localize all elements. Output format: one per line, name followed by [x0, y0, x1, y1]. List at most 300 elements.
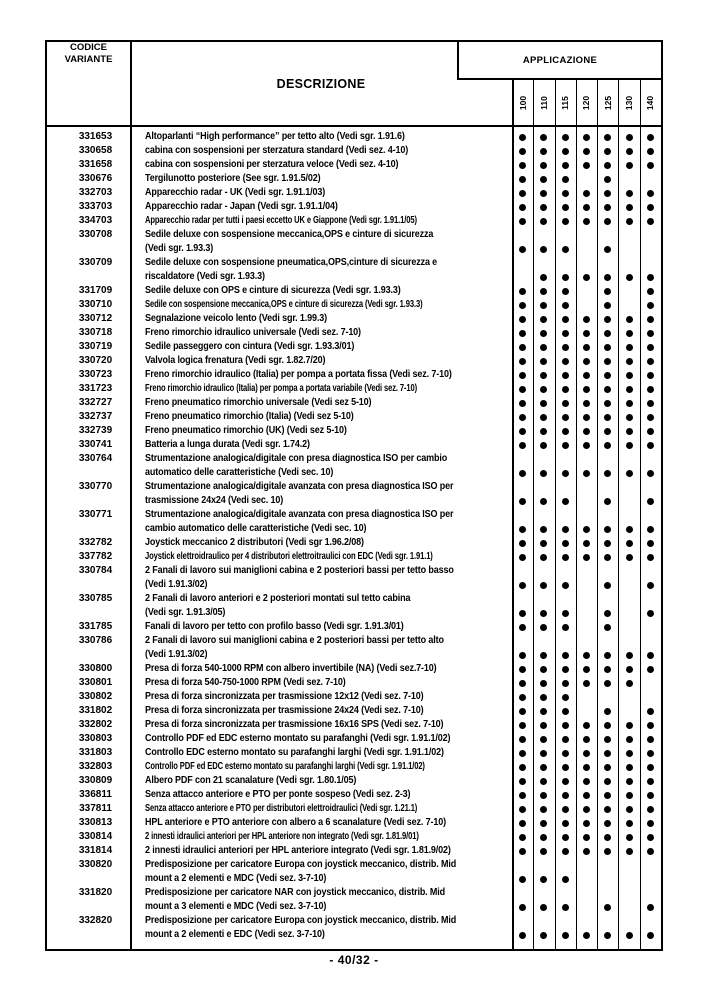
applicable-dot — [562, 358, 569, 365]
row-description — [130, 816, 512, 830]
row-dots — [512, 886, 661, 914]
applicability-cell — [618, 732, 639, 746]
applicability-cell — [618, 648, 639, 662]
table-row — [47, 382, 661, 396]
row-description — [130, 256, 512, 284]
row-description — [130, 438, 512, 452]
description-line: Freno rimorchio idraulico (Italia) per pompa a portata variabile (Vedi sez. 7-10) — [145, 383, 418, 394]
applicable-dot — [626, 554, 633, 561]
applicable-dot — [626, 834, 633, 841]
applicability-cell — [640, 172, 661, 186]
applicability-cell — [618, 438, 639, 452]
applicability-cell — [618, 550, 639, 564]
applicability-cell — [618, 326, 639, 340]
applicable-dot — [647, 666, 654, 673]
applicability-cell — [618, 158, 639, 172]
applicable-dot — [647, 330, 654, 337]
description-line: Segnalazione veicolo lento (Vedi sgr. 1.99.3) — [145, 313, 327, 324]
applicability-cell — [640, 788, 661, 802]
applicability-cell — [533, 298, 554, 312]
row-description — [130, 354, 512, 368]
applicable-dot — [562, 274, 569, 281]
applicable-dot — [562, 764, 569, 771]
applicability-cell — [640, 270, 661, 284]
applicability-cell — [555, 648, 576, 662]
applicability-cell — [618, 928, 639, 942]
variant-code: 331803 — [78, 747, 113, 758]
applicable-dot — [604, 778, 611, 785]
applicable-dot — [626, 134, 633, 141]
applicability-cell — [640, 746, 661, 760]
applicable-dot — [647, 372, 654, 379]
applicable-dot — [519, 204, 526, 211]
applicable-dot — [540, 148, 547, 155]
applicability-cell — [597, 438, 618, 452]
row-dots — [512, 298, 661, 312]
applicable-dot — [540, 330, 547, 337]
description-line: Apparecchio radar - UK (Vedi sgr. 1.91.1/03) — [145, 187, 326, 198]
row-dots — [512, 144, 661, 158]
applicable-dot — [540, 694, 547, 701]
row-dots — [512, 438, 661, 452]
applicable-dot — [540, 400, 547, 407]
applicability-cell — [533, 774, 554, 788]
applicability-cell — [640, 312, 661, 326]
applicable-dot — [647, 750, 654, 757]
table-row — [47, 298, 661, 312]
applicable-dot — [540, 932, 547, 939]
applicability-cell — [597, 662, 618, 676]
applicability-cell — [618, 662, 639, 676]
applicable-dot — [604, 764, 611, 771]
applicable-dot — [604, 610, 611, 617]
row-dots — [512, 340, 661, 354]
applicability-cell — [640, 144, 661, 158]
model-label: 110 — [538, 95, 549, 110]
applicable-dot — [562, 624, 569, 631]
applicability-cell — [597, 200, 618, 214]
variant-code: 331814 — [78, 845, 113, 856]
applicable-dot — [604, 302, 611, 309]
applicability-cell — [576, 298, 597, 312]
applicability-cell — [555, 802, 576, 816]
applicability-cell — [618, 354, 639, 368]
applicable-dot — [626, 764, 633, 771]
applicability-cell — [555, 900, 576, 914]
variant-code: 332739 — [78, 425, 113, 436]
row-description — [130, 662, 512, 676]
applicability-cell — [597, 340, 618, 354]
applicability-cell — [555, 928, 576, 942]
applicability-cell — [533, 872, 554, 886]
applicable-dot — [583, 204, 590, 211]
applicability-cell — [533, 690, 554, 704]
applicable-dot — [540, 848, 547, 855]
applicable-dot — [604, 820, 611, 827]
applicability-cell — [512, 844, 533, 858]
applicability-cell — [512, 900, 533, 914]
applicable-dot — [647, 134, 654, 141]
row-dots — [512, 172, 661, 186]
applicable-dot — [519, 400, 526, 407]
variant-code: 330786 — [78, 635, 113, 646]
applicable-dot — [626, 680, 633, 687]
row-dots — [512, 214, 661, 228]
applicable-dot — [519, 750, 526, 757]
row-description — [130, 200, 512, 214]
applicable-dot — [604, 750, 611, 757]
applicability-cell — [555, 438, 576, 452]
row-dots — [512, 774, 661, 788]
variant-code: 331658 — [78, 159, 113, 170]
applicability-cell — [555, 704, 576, 718]
applicable-dot — [604, 470, 611, 477]
applicability-cell — [618, 242, 639, 256]
row-description — [130, 186, 512, 200]
description-line: Albero PDF con 21 scanalature (Vedi sgr. 1.80.1/05) — [145, 775, 357, 786]
applicability-cell — [618, 872, 639, 886]
applicability-cell — [640, 844, 661, 858]
applicable-dot — [583, 190, 590, 197]
variant-code: 330719 — [78, 341, 113, 352]
table-row — [47, 354, 661, 368]
description-line: Fanali di lavoro per tetto con profilo basso (Vedi sgr. 1.91.3/01) — [145, 621, 404, 632]
applicable-dot — [540, 722, 547, 729]
applicable-dot — [626, 386, 633, 393]
applicable-dot — [540, 764, 547, 771]
model-column-header-130 — [618, 80, 639, 125]
applicability-cell — [512, 424, 533, 438]
table-row — [47, 424, 661, 438]
applicable-dot — [519, 372, 526, 379]
applicability-cell — [555, 718, 576, 732]
description-line: Sedile deluxe con sospensione pneumatica,OPS,cinture di sicurezza e — [145, 257, 438, 268]
applicability-cell — [555, 872, 576, 886]
applicability-cell — [576, 900, 597, 914]
row-dots — [512, 564, 661, 592]
applicable-dot — [604, 624, 611, 631]
applicability-cell — [576, 424, 597, 438]
row-dots — [512, 690, 661, 704]
applicability-cell — [576, 368, 597, 382]
variant-code: 330710 — [78, 299, 113, 310]
table-row — [47, 326, 661, 340]
variant-code: 330764 — [78, 453, 113, 464]
row-dots — [512, 858, 661, 886]
applicability-cell — [555, 396, 576, 410]
applicability-cell — [555, 382, 576, 396]
table-row — [47, 368, 661, 382]
variant-code: 332703 — [78, 187, 113, 198]
variant-code: 330784 — [78, 565, 113, 576]
applicability-cell — [640, 368, 661, 382]
applicability-cell — [533, 732, 554, 746]
applicability-cell — [555, 760, 576, 774]
applicable-dot — [562, 330, 569, 337]
applicability-cell — [533, 760, 554, 774]
row-description — [130, 634, 512, 662]
applicable-dot — [604, 148, 611, 155]
description-line: (Vedi sgr. 1.91.3/05) — [145, 607, 226, 618]
description-line: Freno pneumatico rimorchio (Italia) (Vedi sez 5-10) — [145, 411, 354, 422]
applicable-dot — [583, 148, 590, 155]
applicability-cell — [640, 382, 661, 396]
applicability-cell — [597, 760, 618, 774]
row-description — [130, 396, 512, 410]
applicable-dot — [519, 904, 526, 911]
applicable-dot — [562, 218, 569, 225]
applicability-cell — [533, 704, 554, 718]
variant-code: 331820 — [78, 887, 113, 898]
row-dots — [512, 424, 661, 438]
row-description — [130, 536, 512, 550]
applicable-dot — [647, 274, 654, 281]
applicability-cell — [640, 438, 661, 452]
applicable-dot — [562, 904, 569, 911]
row-dots — [512, 200, 661, 214]
applicable-dot — [604, 288, 611, 295]
applicability-cell — [597, 872, 618, 886]
row-dots — [512, 830, 661, 844]
variant-code: 332727 — [78, 397, 113, 408]
applicable-dot — [583, 442, 590, 449]
row-description — [130, 746, 512, 760]
variant-code: 330712 — [78, 313, 113, 324]
applicability-cell — [597, 844, 618, 858]
applicable-dot — [604, 316, 611, 323]
applicability-cell — [576, 312, 597, 326]
applicable-dot — [604, 246, 611, 253]
table-row — [47, 340, 661, 354]
applicability-cell — [597, 368, 618, 382]
row-dots — [512, 452, 661, 480]
row-dots — [512, 620, 661, 634]
applicable-dot — [583, 554, 590, 561]
applicability-cell — [618, 704, 639, 718]
applicable-dot — [519, 148, 526, 155]
applicability-cell — [576, 326, 597, 340]
applicability-cell — [618, 676, 639, 690]
description-line: Sedile deluxe con OPS e cinture di sicurezza (Vedi sgr. 1.93.3) — [145, 285, 401, 296]
applicable-dot — [540, 680, 547, 687]
applicability-cell — [555, 130, 576, 144]
applicable-dot — [583, 722, 590, 729]
applicability-cell — [618, 830, 639, 844]
applicable-dot — [540, 624, 547, 631]
row-description — [130, 774, 512, 788]
applicable-dot — [519, 834, 526, 841]
applicability-cell — [512, 718, 533, 732]
description-line: Predisposizione per caricatore NAR con joystick meccanico, distrib. Mid — [145, 887, 446, 898]
row-dots — [512, 228, 661, 256]
applicable-dot — [519, 932, 526, 939]
row-dots — [512, 186, 661, 200]
applicability-cell — [576, 760, 597, 774]
applicable-dot — [604, 428, 611, 435]
applicability-cell — [576, 704, 597, 718]
applicability-cell — [512, 340, 533, 354]
applicable-dot — [562, 722, 569, 729]
variant-code: 330658 — [78, 145, 113, 156]
row-description — [130, 788, 512, 802]
applicability-cell — [512, 382, 533, 396]
applicable-dot — [540, 288, 547, 295]
applicability-cell — [512, 816, 533, 830]
applicability-cell — [640, 242, 661, 256]
applicable-dot — [647, 316, 654, 323]
applicability-cell — [555, 522, 576, 536]
applicability-cell — [576, 130, 597, 144]
applicable-dot — [583, 848, 590, 855]
description-line: Presa di forza 540-750-1000 RPM (Vedi sez. 7-10) — [145, 677, 346, 688]
applicability-cell — [533, 648, 554, 662]
description-line: 2 Fanali di lavoro sui maniglioni cabina e 2 posteriori bassi per tetto basso — [145, 565, 454, 576]
applicable-dot — [540, 162, 547, 169]
applicable-dot — [562, 750, 569, 757]
applicability-cell — [512, 158, 533, 172]
applicability-cell — [640, 494, 661, 508]
applicability-cell — [597, 788, 618, 802]
applicability-cell — [618, 382, 639, 396]
applicable-dot — [519, 736, 526, 743]
applicability-cell — [512, 298, 533, 312]
applicable-dot — [540, 792, 547, 799]
applicability-cell — [533, 312, 554, 326]
applicable-dot — [604, 330, 611, 337]
applicability-cell — [597, 424, 618, 438]
applicable-dot — [604, 540, 611, 547]
applicable-dot — [540, 358, 547, 365]
applicability-cell — [533, 130, 554, 144]
applicability-cell — [576, 284, 597, 298]
applicable-dot — [583, 358, 590, 365]
applicable-dot — [519, 190, 526, 197]
applicability-cell — [533, 172, 554, 186]
applicable-dot — [540, 386, 547, 393]
applicability-cell — [640, 354, 661, 368]
applicable-dot — [562, 876, 569, 883]
row-description — [130, 172, 512, 186]
variant-code: 330770 — [78, 481, 113, 492]
applicability-cell — [597, 522, 618, 536]
applicable-dot — [540, 316, 547, 323]
applicability-cell — [512, 270, 533, 284]
applicability-cell — [576, 648, 597, 662]
applicable-dot — [562, 204, 569, 211]
row-dots — [512, 326, 661, 340]
applicability-cell — [533, 144, 554, 158]
row-dots — [512, 410, 661, 424]
applicability-cell — [597, 704, 618, 718]
applicability-cell — [555, 410, 576, 424]
header-bottom-rule — [47, 125, 661, 127]
description-line: trasmissione 24x24 (Vedi sec. 10) — [145, 495, 284, 506]
description-line: Valvola logica frenatura (Vedi sgr. 1.82.7/20) — [145, 355, 326, 366]
applicable-dot — [647, 722, 654, 729]
applicable-dot — [540, 176, 547, 183]
applicable-dot — [519, 330, 526, 337]
applicability-cell — [533, 200, 554, 214]
variant-code: 332737 — [78, 411, 113, 422]
applicability-cell — [597, 466, 618, 480]
applicable-dot — [583, 330, 590, 337]
variant-code: 337782 — [78, 551, 113, 562]
applicable-dot — [519, 848, 526, 855]
applicability-cell — [533, 830, 554, 844]
applicability-cell — [533, 578, 554, 592]
applicability-cell — [640, 284, 661, 298]
applicability-cell — [576, 382, 597, 396]
applicable-dot — [647, 302, 654, 309]
table-row — [47, 732, 661, 746]
applicable-dot — [540, 904, 547, 911]
applicable-dot — [583, 652, 590, 659]
applicability-cell — [555, 774, 576, 788]
applicability-cell — [597, 382, 618, 396]
grid-vline — [130, 42, 132, 949]
row-description — [130, 410, 512, 424]
applicability-cell — [512, 774, 533, 788]
applicable-dot — [562, 778, 569, 785]
description-line: Strumentazione analogica/digitale avanzata con presa diagnostica ISO per — [145, 509, 454, 520]
applicable-dot — [647, 498, 654, 505]
applicability-cell — [597, 802, 618, 816]
applicability-cell — [640, 802, 661, 816]
applicability-cell — [597, 718, 618, 732]
applicable-dot — [626, 274, 633, 281]
applicable-dot — [519, 344, 526, 351]
table-row — [47, 550, 661, 564]
applicable-dot — [519, 316, 526, 323]
variant-code: 334703 — [78, 215, 113, 226]
applicability-cell — [533, 676, 554, 690]
row-description — [130, 424, 512, 438]
applicable-dot — [562, 582, 569, 589]
applicable-dot — [626, 736, 633, 743]
applicability-cell — [640, 872, 661, 886]
applicable-dot — [540, 582, 547, 589]
applicability-cell — [555, 200, 576, 214]
applicability-cell — [555, 816, 576, 830]
applicability-cell — [597, 830, 618, 844]
applicability-cell — [597, 186, 618, 200]
applicability-cell — [555, 690, 576, 704]
applicability-cell — [576, 662, 597, 676]
applicable-dot — [647, 204, 654, 211]
description-line: Batteria a lunga durata (Vedi sgr. 1.74.2) — [145, 439, 310, 450]
applicability-cell — [512, 354, 533, 368]
applicable-dot — [540, 302, 547, 309]
applicability-cell — [640, 718, 661, 732]
row-dots — [512, 368, 661, 382]
applicable-dot — [540, 876, 547, 883]
page-number-label: - 40/32 - — [329, 953, 379, 967]
applicable-dot — [626, 540, 633, 547]
applicability-cell — [533, 536, 554, 550]
applicable-dot — [540, 540, 547, 547]
row-dots — [512, 354, 661, 368]
applicability-cell — [533, 844, 554, 858]
applicable-dot — [604, 442, 611, 449]
applicable-dot — [519, 820, 526, 827]
table-body — [47, 125, 661, 949]
applicability-cell — [512, 704, 533, 718]
applicability-cell — [576, 676, 597, 690]
applicability-cell — [555, 788, 576, 802]
applicability-cell — [555, 186, 576, 200]
applicability-cell — [640, 186, 661, 200]
applicability-cell — [618, 298, 639, 312]
